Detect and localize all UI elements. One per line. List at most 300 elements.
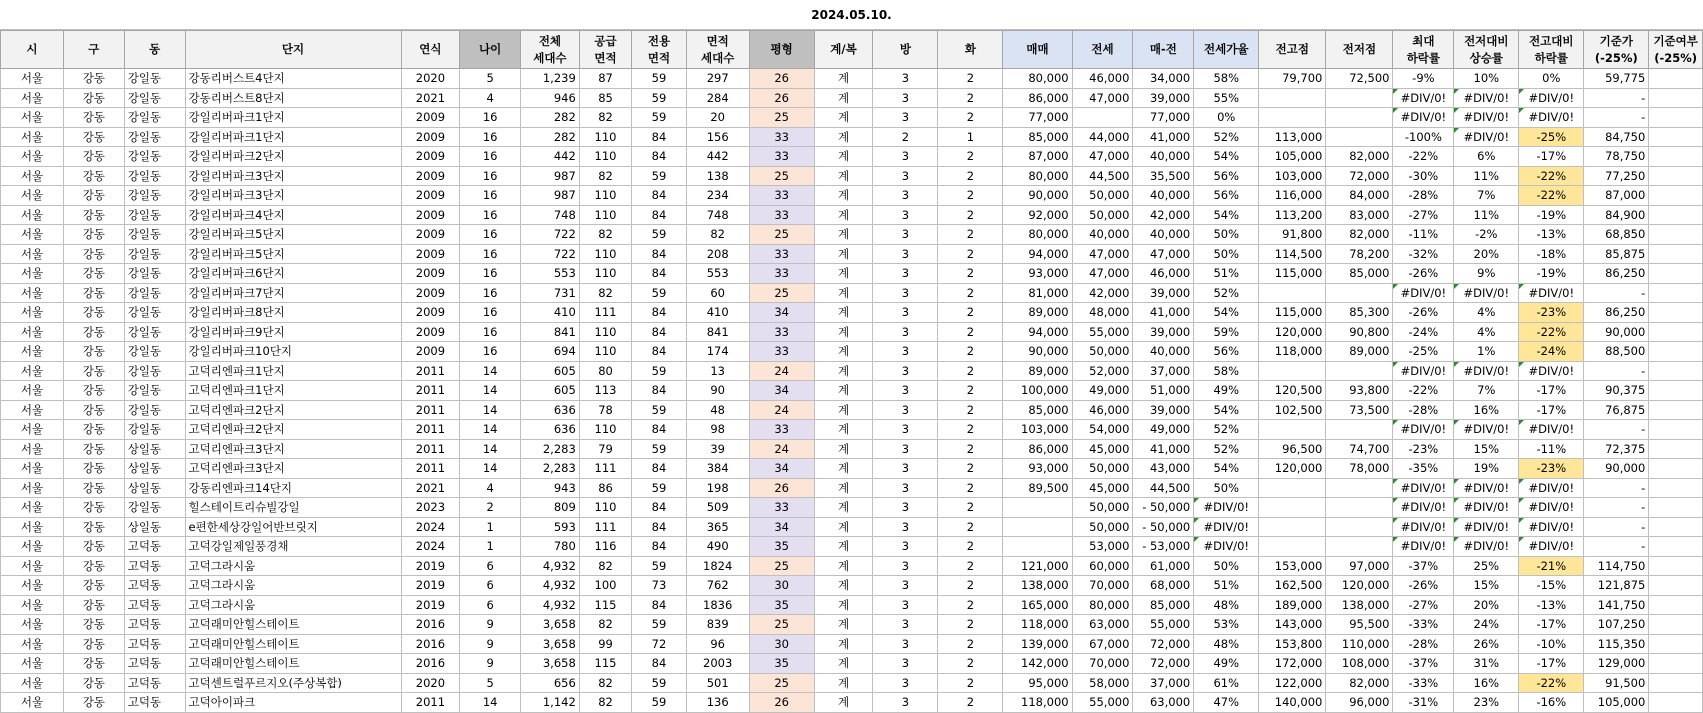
- cell-age[interactable]: 16: [460, 322, 521, 342]
- cell-base-flag[interactable]: [1649, 400, 1703, 420]
- cell-gap[interactable]: 61,000: [1133, 556, 1194, 576]
- cell-pyeong[interactable]: 30: [749, 634, 814, 654]
- cell-year[interactable]: 2009: [401, 108, 460, 128]
- cell-rise-from-trough[interactable]: 16%: [1454, 673, 1519, 693]
- cell-supply-area[interactable]: 111: [579, 303, 631, 323]
- cell-age[interactable]: 6: [460, 595, 521, 615]
- cell-rooms[interactable]: 3: [873, 459, 938, 479]
- cell-jeonse[interactable]: 46,000: [1072, 400, 1133, 420]
- cell-jeonse-ratio[interactable]: 61%: [1194, 673, 1259, 693]
- cell-gu[interactable]: 강동: [63, 420, 124, 440]
- cell-supply-area[interactable]: 99: [579, 634, 631, 654]
- cell-year[interactable]: 2011: [401, 693, 460, 713]
- cell-drop-from-peak[interactable]: -19%: [1519, 205, 1584, 225]
- cell-age[interactable]: 16: [460, 244, 521, 264]
- cell-jeonse[interactable]: 53,000: [1072, 537, 1133, 557]
- cell-base-flag[interactable]: [1649, 576, 1703, 596]
- cell-area-units[interactable]: 762: [686, 576, 749, 596]
- cell-rise-from-trough[interactable]: 23%: [1454, 693, 1519, 713]
- cell-rooms[interactable]: 3: [873, 264, 938, 284]
- cell-total-units[interactable]: 3,658: [521, 654, 580, 674]
- cell-type[interactable]: 계: [814, 147, 873, 167]
- cell-si[interactable]: 서울: [1, 381, 64, 401]
- cell-jeonse[interactable]: 50,000: [1072, 459, 1133, 479]
- cell-base-flag[interactable]: [1649, 108, 1703, 128]
- cell-area-units[interactable]: 156: [686, 127, 749, 147]
- cell-gu[interactable]: 강동: [63, 186, 124, 206]
- cell-drop-from-peak[interactable]: #DIV/0!: [1519, 361, 1584, 381]
- cell-gu[interactable]: 강동: [63, 517, 124, 537]
- cell-base-price[interactable]: 68,850: [1584, 225, 1649, 245]
- cell-supply-area[interactable]: 82: [579, 283, 631, 303]
- cell-pyeong[interactable]: 24: [749, 400, 814, 420]
- cell-baths[interactable]: 2: [938, 517, 1003, 537]
- cell-exclusive-area[interactable]: 59: [632, 225, 687, 245]
- cell-si[interactable]: 서울: [1, 654, 64, 674]
- cell-drop-from-peak[interactable]: -16%: [1519, 693, 1584, 713]
- cell-total-units[interactable]: 987: [521, 186, 580, 206]
- cell-drop-from-peak[interactable]: #DIV/0!: [1519, 420, 1584, 440]
- cell-exclusive-area[interactable]: 84: [632, 322, 687, 342]
- cell-trough[interactable]: 74,700: [1326, 439, 1393, 459]
- cell-jeonse-ratio[interactable]: 48%: [1194, 595, 1259, 615]
- cell-exclusive-area[interactable]: 84: [632, 342, 687, 362]
- cell-max-drop[interactable]: -100%: [1393, 127, 1454, 147]
- cell-max-drop[interactable]: #DIV/0!: [1393, 478, 1454, 498]
- cell-pyeong[interactable]: 35: [749, 537, 814, 557]
- cell-rooms[interactable]: 3: [873, 205, 938, 225]
- cell-base-price[interactable]: 105,000: [1584, 693, 1649, 713]
- cell-pyeong[interactable]: 33: [749, 186, 814, 206]
- cell-drop-from-peak[interactable]: -13%: [1519, 595, 1584, 615]
- cell-gu[interactable]: 강동: [63, 693, 124, 713]
- cell-pyeong[interactable]: 25: [749, 556, 814, 576]
- cell-type[interactable]: 계: [814, 322, 873, 342]
- cell-gu[interactable]: 강동: [63, 88, 124, 108]
- cell-max-drop[interactable]: -28%: [1393, 400, 1454, 420]
- cell-sale[interactable]: 80,000: [1003, 225, 1072, 245]
- cell-jeonse-ratio[interactable]: #DIV/0!: [1194, 498, 1259, 518]
- cell-baths[interactable]: 2: [938, 205, 1003, 225]
- cell-si[interactable]: 서울: [1, 400, 64, 420]
- cell-danji[interactable]: 고덕그라시움: [185, 576, 401, 596]
- cell-rise-from-trough[interactable]: #DIV/0!: [1454, 420, 1519, 440]
- cell-exclusive-area[interactable]: 59: [632, 166, 687, 186]
- cell-total-units[interactable]: 694: [521, 342, 580, 362]
- cell-base-price[interactable]: 90,375: [1584, 381, 1649, 401]
- cell-base-price[interactable]: -: [1584, 537, 1649, 557]
- cell-jeonse-ratio[interactable]: 50%: [1194, 556, 1259, 576]
- cell-base-price[interactable]: 90,000: [1584, 459, 1649, 479]
- cell-gu[interactable]: 강동: [63, 283, 124, 303]
- cell-pyeong[interactable]: 33: [749, 264, 814, 284]
- cell-si[interactable]: 서울: [1, 166, 64, 186]
- cell-age[interactable]: 16: [460, 303, 521, 323]
- cell-sale[interactable]: [1003, 517, 1072, 537]
- cell-area-units[interactable]: 839: [686, 615, 749, 635]
- cell-rooms[interactable]: 3: [873, 615, 938, 635]
- cell-rise-from-trough[interactable]: 11%: [1454, 205, 1519, 225]
- cell-max-drop[interactable]: -26%: [1393, 303, 1454, 323]
- cell-pyeong[interactable]: 25: [749, 615, 814, 635]
- cell-peak[interactable]: 172,000: [1259, 654, 1326, 674]
- cell-pyeong[interactable]: 33: [749, 244, 814, 264]
- cell-danji[interactable]: 강일리버파크10단지: [185, 342, 401, 362]
- cell-type[interactable]: 계: [814, 400, 873, 420]
- cell-trough[interactable]: 78,200: [1326, 244, 1393, 264]
- cell-supply-area[interactable]: 82: [579, 556, 631, 576]
- cell-base-price[interactable]: 86,250: [1584, 303, 1649, 323]
- cell-total-units[interactable]: 410: [521, 303, 580, 323]
- cell-area-units[interactable]: 284: [686, 88, 749, 108]
- cell-area-units[interactable]: 234: [686, 186, 749, 206]
- cell-sale[interactable]: 118,000: [1003, 615, 1072, 635]
- column-header-col-sale[interactable]: 매매: [1003, 31, 1072, 69]
- cell-jeonse[interactable]: 67,000: [1072, 634, 1133, 654]
- cell-jeonse-ratio[interactable]: #DIV/0!: [1194, 517, 1259, 537]
- cell-dong[interactable]: 강일동: [124, 127, 185, 147]
- cell-dong[interactable]: 강일동: [124, 108, 185, 128]
- cell-gu[interactable]: 강동: [63, 556, 124, 576]
- cell-base-price[interactable]: -: [1584, 517, 1649, 537]
- cell-year[interactable]: 2016: [401, 654, 460, 674]
- cell-type[interactable]: 계: [814, 654, 873, 674]
- cell-gap[interactable]: 63,000: [1133, 693, 1194, 713]
- cell-trough[interactable]: 82,000: [1326, 147, 1393, 167]
- cell-baths[interactable]: 2: [938, 108, 1003, 128]
- cell-base-price[interactable]: -: [1584, 88, 1649, 108]
- cell-trough[interactable]: [1326, 537, 1393, 557]
- cell-danji[interactable]: 강일리버파크4단지: [185, 205, 401, 225]
- cell-type[interactable]: 계: [814, 244, 873, 264]
- cell-si[interactable]: 서울: [1, 244, 64, 264]
- cell-trough[interactable]: 95,500: [1326, 615, 1393, 635]
- cell-max-drop[interactable]: -23%: [1393, 439, 1454, 459]
- cell-jeonse[interactable]: 47,000: [1072, 147, 1133, 167]
- cell-drop-from-peak[interactable]: 0%: [1519, 69, 1584, 89]
- cell-year[interactable]: 2020: [401, 69, 460, 89]
- cell-peak[interactable]: 116,000: [1259, 186, 1326, 206]
- cell-trough[interactable]: 83,000: [1326, 205, 1393, 225]
- cell-pyeong[interactable]: 26: [749, 88, 814, 108]
- cell-rise-from-trough[interactable]: 9%: [1454, 264, 1519, 284]
- cell-type[interactable]: 계: [814, 108, 873, 128]
- cell-type[interactable]: 계: [814, 205, 873, 225]
- cell-max-drop[interactable]: #DIV/0!: [1393, 88, 1454, 108]
- cell-total-units[interactable]: 4,932: [521, 576, 580, 596]
- cell-rise-from-trough[interactable]: 15%: [1454, 576, 1519, 596]
- cell-danji[interactable]: 강일리버파크6단지: [185, 264, 401, 284]
- cell-dong[interactable]: 고덕동: [124, 537, 185, 557]
- cell-danji[interactable]: 고덕리엔파크3단지: [185, 459, 401, 479]
- cell-rooms[interactable]: 3: [873, 244, 938, 264]
- cell-baths[interactable]: 2: [938, 693, 1003, 713]
- cell-base-flag[interactable]: [1649, 283, 1703, 303]
- cell-drop-from-peak[interactable]: -10%: [1519, 634, 1584, 654]
- cell-dong[interactable]: 강일동: [124, 166, 185, 186]
- cell-rooms[interactable]: 3: [873, 556, 938, 576]
- cell-gap[interactable]: 39,000: [1133, 88, 1194, 108]
- cell-total-units[interactable]: 282: [521, 127, 580, 147]
- cell-gap[interactable]: 37,000: [1133, 361, 1194, 381]
- cell-gu[interactable]: 강동: [63, 225, 124, 245]
- cell-jeonse[interactable]: 50,000: [1072, 498, 1133, 518]
- cell-drop-from-peak[interactable]: -24%: [1519, 342, 1584, 362]
- cell-si[interactable]: 서울: [1, 69, 64, 89]
- cell-base-flag[interactable]: [1649, 166, 1703, 186]
- cell-pyeong[interactable]: 24: [749, 361, 814, 381]
- cell-sale[interactable]: 85,000: [1003, 400, 1072, 420]
- cell-dong[interactable]: 강일동: [124, 303, 185, 323]
- cell-rise-from-trough[interactable]: -2%: [1454, 225, 1519, 245]
- cell-exclusive-area[interactable]: 84: [632, 537, 687, 557]
- cell-supply-area[interactable]: 86: [579, 478, 631, 498]
- cell-max-drop[interactable]: -27%: [1393, 595, 1454, 615]
- cell-year[interactable]: 2009: [401, 127, 460, 147]
- cell-age[interactable]: 9: [460, 634, 521, 654]
- cell-danji[interactable]: 강일리버파크1단지: [185, 108, 401, 128]
- cell-rooms[interactable]: 3: [873, 673, 938, 693]
- cell-gu[interactable]: 강동: [63, 459, 124, 479]
- cell-baths[interactable]: 2: [938, 654, 1003, 674]
- cell-area-units[interactable]: 841: [686, 322, 749, 342]
- cell-pyeong[interactable]: 26: [749, 693, 814, 713]
- cell-danji[interactable]: e편한세상강일어반브릿지: [185, 517, 401, 537]
- cell-year[interactable]: 2016: [401, 634, 460, 654]
- cell-sale[interactable]: 94,000: [1003, 244, 1072, 264]
- cell-si[interactable]: 서울: [1, 108, 64, 128]
- cell-gu[interactable]: 강동: [63, 147, 124, 167]
- cell-gap[interactable]: 39,000: [1133, 400, 1194, 420]
- cell-total-units[interactable]: 442: [521, 147, 580, 167]
- cell-exclusive-area[interactable]: 59: [632, 615, 687, 635]
- cell-base-flag[interactable]: [1649, 225, 1703, 245]
- cell-base-price[interactable]: 59,775: [1584, 69, 1649, 89]
- cell-age[interactable]: 16: [460, 342, 521, 362]
- cell-year[interactable]: 2009: [401, 147, 460, 167]
- cell-gu[interactable]: 강동: [63, 205, 124, 225]
- cell-trough[interactable]: 90,800: [1326, 322, 1393, 342]
- cell-jeonse-ratio[interactable]: 52%: [1194, 127, 1259, 147]
- cell-area-units[interactable]: 198: [686, 478, 749, 498]
- cell-jeonse[interactable]: 44,000: [1072, 127, 1133, 147]
- cell-base-price[interactable]: 114,750: [1584, 556, 1649, 576]
- cell-danji[interactable]: 강일리버파크8단지: [185, 303, 401, 323]
- cell-trough[interactable]: [1326, 283, 1393, 303]
- column-header-col-year[interactable]: 연식: [401, 31, 460, 69]
- cell-danji[interactable]: 강일리버파크5단지: [185, 225, 401, 245]
- cell-year[interactable]: 2011: [401, 400, 460, 420]
- cell-gu[interactable]: 강동: [63, 439, 124, 459]
- cell-jeonse[interactable]: 50,000: [1072, 517, 1133, 537]
- cell-dong[interactable]: 고덕동: [124, 576, 185, 596]
- cell-pyeong[interactable]: 33: [749, 342, 814, 362]
- cell-supply-area[interactable]: 85: [579, 88, 631, 108]
- cell-baths[interactable]: 2: [938, 147, 1003, 167]
- cell-jeonse-ratio[interactable]: 58%: [1194, 361, 1259, 381]
- cell-rise-from-trough[interactable]: #DIV/0!: [1454, 498, 1519, 518]
- cell-base-flag[interactable]: [1649, 517, 1703, 537]
- cell-rooms[interactable]: 3: [873, 693, 938, 713]
- cell-trough[interactable]: 85,000: [1326, 264, 1393, 284]
- cell-rise-from-trough[interactable]: #DIV/0!: [1454, 361, 1519, 381]
- cell-jeonse-ratio[interactable]: 56%: [1194, 342, 1259, 362]
- cell-total-units[interactable]: 1,142: [521, 693, 580, 713]
- cell-sale[interactable]: 80,000: [1003, 69, 1072, 89]
- column-header-col-supply-area[interactable]: 공급 면적: [579, 31, 631, 69]
- cell-si[interactable]: 서울: [1, 186, 64, 206]
- cell-supply-area[interactable]: 110: [579, 498, 631, 518]
- cell-gap[interactable]: 40,000: [1133, 186, 1194, 206]
- cell-rooms[interactable]: 3: [873, 381, 938, 401]
- cell-sale[interactable]: [1003, 537, 1072, 557]
- cell-total-units[interactable]: 605: [521, 361, 580, 381]
- cell-year[interactable]: 2023: [401, 498, 460, 518]
- cell-peak[interactable]: 113,000: [1259, 127, 1326, 147]
- cell-danji[interactable]: 고덕센트럴푸르지오(주상복합): [185, 673, 401, 693]
- cell-base-price[interactable]: 85,875: [1584, 244, 1649, 264]
- cell-year[interactable]: 2011: [401, 381, 460, 401]
- cell-peak[interactable]: [1259, 478, 1326, 498]
- cell-jeonse-ratio[interactable]: 58%: [1194, 69, 1259, 89]
- cell-max-drop[interactable]: -11%: [1393, 225, 1454, 245]
- cell-gu[interactable]: 강동: [63, 303, 124, 323]
- cell-trough[interactable]: 72,000: [1326, 166, 1393, 186]
- cell-gap[interactable]: 68,000: [1133, 576, 1194, 596]
- cell-max-drop[interactable]: -31%: [1393, 693, 1454, 713]
- cell-rooms[interactable]: 3: [873, 400, 938, 420]
- cell-drop-from-peak[interactable]: -17%: [1519, 381, 1584, 401]
- cell-peak[interactable]: 91,800: [1259, 225, 1326, 245]
- cell-gap[interactable]: 49,000: [1133, 420, 1194, 440]
- cell-type[interactable]: 계: [814, 459, 873, 479]
- cell-gu[interactable]: 강동: [63, 244, 124, 264]
- cell-exclusive-area[interactable]: 84: [632, 459, 687, 479]
- cell-total-units[interactable]: 4,932: [521, 556, 580, 576]
- cell-supply-area[interactable]: 80: [579, 361, 631, 381]
- cell-total-units[interactable]: 636: [521, 420, 580, 440]
- cell-gu[interactable]: 강동: [63, 576, 124, 596]
- cell-area-units[interactable]: 748: [686, 205, 749, 225]
- cell-exclusive-area[interactable]: 84: [632, 303, 687, 323]
- cell-base-price[interactable]: 115,350: [1584, 634, 1649, 654]
- cell-total-units[interactable]: 841: [521, 322, 580, 342]
- cell-peak[interactable]: [1259, 498, 1326, 518]
- cell-si[interactable]: 서울: [1, 693, 64, 713]
- cell-trough[interactable]: 96,000: [1326, 693, 1393, 713]
- cell-supply-area[interactable]: 110: [579, 147, 631, 167]
- cell-peak[interactable]: [1259, 537, 1326, 557]
- cell-rise-from-trough[interactable]: 25%: [1454, 556, 1519, 576]
- cell-age[interactable]: 6: [460, 556, 521, 576]
- cell-drop-from-peak[interactable]: #DIV/0!: [1519, 283, 1584, 303]
- cell-baths[interactable]: 2: [938, 556, 1003, 576]
- cell-si[interactable]: 서울: [1, 576, 64, 596]
- cell-type[interactable]: 계: [814, 420, 873, 440]
- cell-sale[interactable]: 85,000: [1003, 127, 1072, 147]
- cell-trough[interactable]: 78,000: [1326, 459, 1393, 479]
- cell-si[interactable]: 서울: [1, 420, 64, 440]
- cell-dong[interactable]: 상일동: [124, 459, 185, 479]
- cell-dong[interactable]: 강일동: [124, 322, 185, 342]
- cell-danji[interactable]: 고덕리엔파크3단지: [185, 439, 401, 459]
- cell-supply-area[interactable]: 116: [579, 537, 631, 557]
- cell-rooms[interactable]: 3: [873, 147, 938, 167]
- cell-jeonse-ratio[interactable]: 53%: [1194, 615, 1259, 635]
- cell-age[interactable]: 14: [460, 381, 521, 401]
- cell-base-flag[interactable]: [1649, 478, 1703, 498]
- cell-type[interactable]: 계: [814, 634, 873, 654]
- cell-baths[interactable]: 2: [938, 459, 1003, 479]
- cell-year[interactable]: 2016: [401, 615, 460, 635]
- cell-age[interactable]: 16: [460, 205, 521, 225]
- cell-peak[interactable]: 120,000: [1259, 459, 1326, 479]
- cell-pyeong[interactable]: 26: [749, 478, 814, 498]
- cell-gap[interactable]: 37,000: [1133, 673, 1194, 693]
- cell-area-units[interactable]: 82: [686, 225, 749, 245]
- cell-peak[interactable]: [1259, 517, 1326, 537]
- cell-jeonse[interactable]: 50,000: [1072, 342, 1133, 362]
- cell-danji[interactable]: 강동리버스트4단지: [185, 69, 401, 89]
- cell-si[interactable]: 서울: [1, 517, 64, 537]
- cell-jeonse[interactable]: 40,000: [1072, 225, 1133, 245]
- cell-base-price[interactable]: 87,000: [1584, 186, 1649, 206]
- cell-area-units[interactable]: 2003: [686, 654, 749, 674]
- cell-gu[interactable]: 강동: [63, 634, 124, 654]
- cell-baths[interactable]: 2: [938, 69, 1003, 89]
- cell-year[interactable]: 2019: [401, 595, 460, 615]
- cell-gu[interactable]: 강동: [63, 381, 124, 401]
- cell-supply-area[interactable]: 78: [579, 400, 631, 420]
- cell-gu[interactable]: 강동: [63, 498, 124, 518]
- cell-dong[interactable]: 강일동: [124, 400, 185, 420]
- cell-exclusive-area[interactable]: 59: [632, 361, 687, 381]
- cell-sale[interactable]: 89,500: [1003, 478, 1072, 498]
- cell-jeonse-ratio[interactable]: 52%: [1194, 420, 1259, 440]
- cell-peak[interactable]: 103,000: [1259, 166, 1326, 186]
- cell-supply-area[interactable]: 110: [579, 244, 631, 264]
- cell-type[interactable]: 계: [814, 478, 873, 498]
- cell-rise-from-trough[interactable]: 15%: [1454, 439, 1519, 459]
- cell-total-units[interactable]: 1,239: [521, 69, 580, 89]
- cell-danji[interactable]: 힐스테이트리슈빌강일: [185, 498, 401, 518]
- cell-rise-from-trough[interactable]: #DIV/0!: [1454, 108, 1519, 128]
- cell-base-price[interactable]: 86,250: [1584, 264, 1649, 284]
- cell-rise-from-trough[interactable]: 16%: [1454, 400, 1519, 420]
- cell-exclusive-area[interactable]: 59: [632, 673, 687, 693]
- cell-sale[interactable]: 92,000: [1003, 205, 1072, 225]
- cell-year[interactable]: 2011: [401, 459, 460, 479]
- cell-dong[interactable]: 강일동: [124, 186, 185, 206]
- cell-base-flag[interactable]: [1649, 127, 1703, 147]
- cell-base-flag[interactable]: [1649, 420, 1703, 440]
- cell-rise-from-trough[interactable]: 19%: [1454, 459, 1519, 479]
- cell-peak[interactable]: [1259, 283, 1326, 303]
- cell-trough[interactable]: [1326, 361, 1393, 381]
- cell-danji[interactable]: 강동리엔파크14단지: [185, 478, 401, 498]
- cell-si[interactable]: 서울: [1, 439, 64, 459]
- cell-rise-from-trough[interactable]: 7%: [1454, 381, 1519, 401]
- cell-max-drop[interactable]: -22%: [1393, 147, 1454, 167]
- cell-jeonse-ratio[interactable]: 48%: [1194, 634, 1259, 654]
- cell-jeonse[interactable]: 47,000: [1072, 264, 1133, 284]
- cell-max-drop[interactable]: -22%: [1393, 381, 1454, 401]
- cell-sale[interactable]: 165,000: [1003, 595, 1072, 615]
- cell-total-units[interactable]: 553: [521, 264, 580, 284]
- cell-jeonse-ratio[interactable]: 54%: [1194, 459, 1259, 479]
- cell-dong[interactable]: 강일동: [124, 498, 185, 518]
- cell-area-units[interactable]: 509: [686, 498, 749, 518]
